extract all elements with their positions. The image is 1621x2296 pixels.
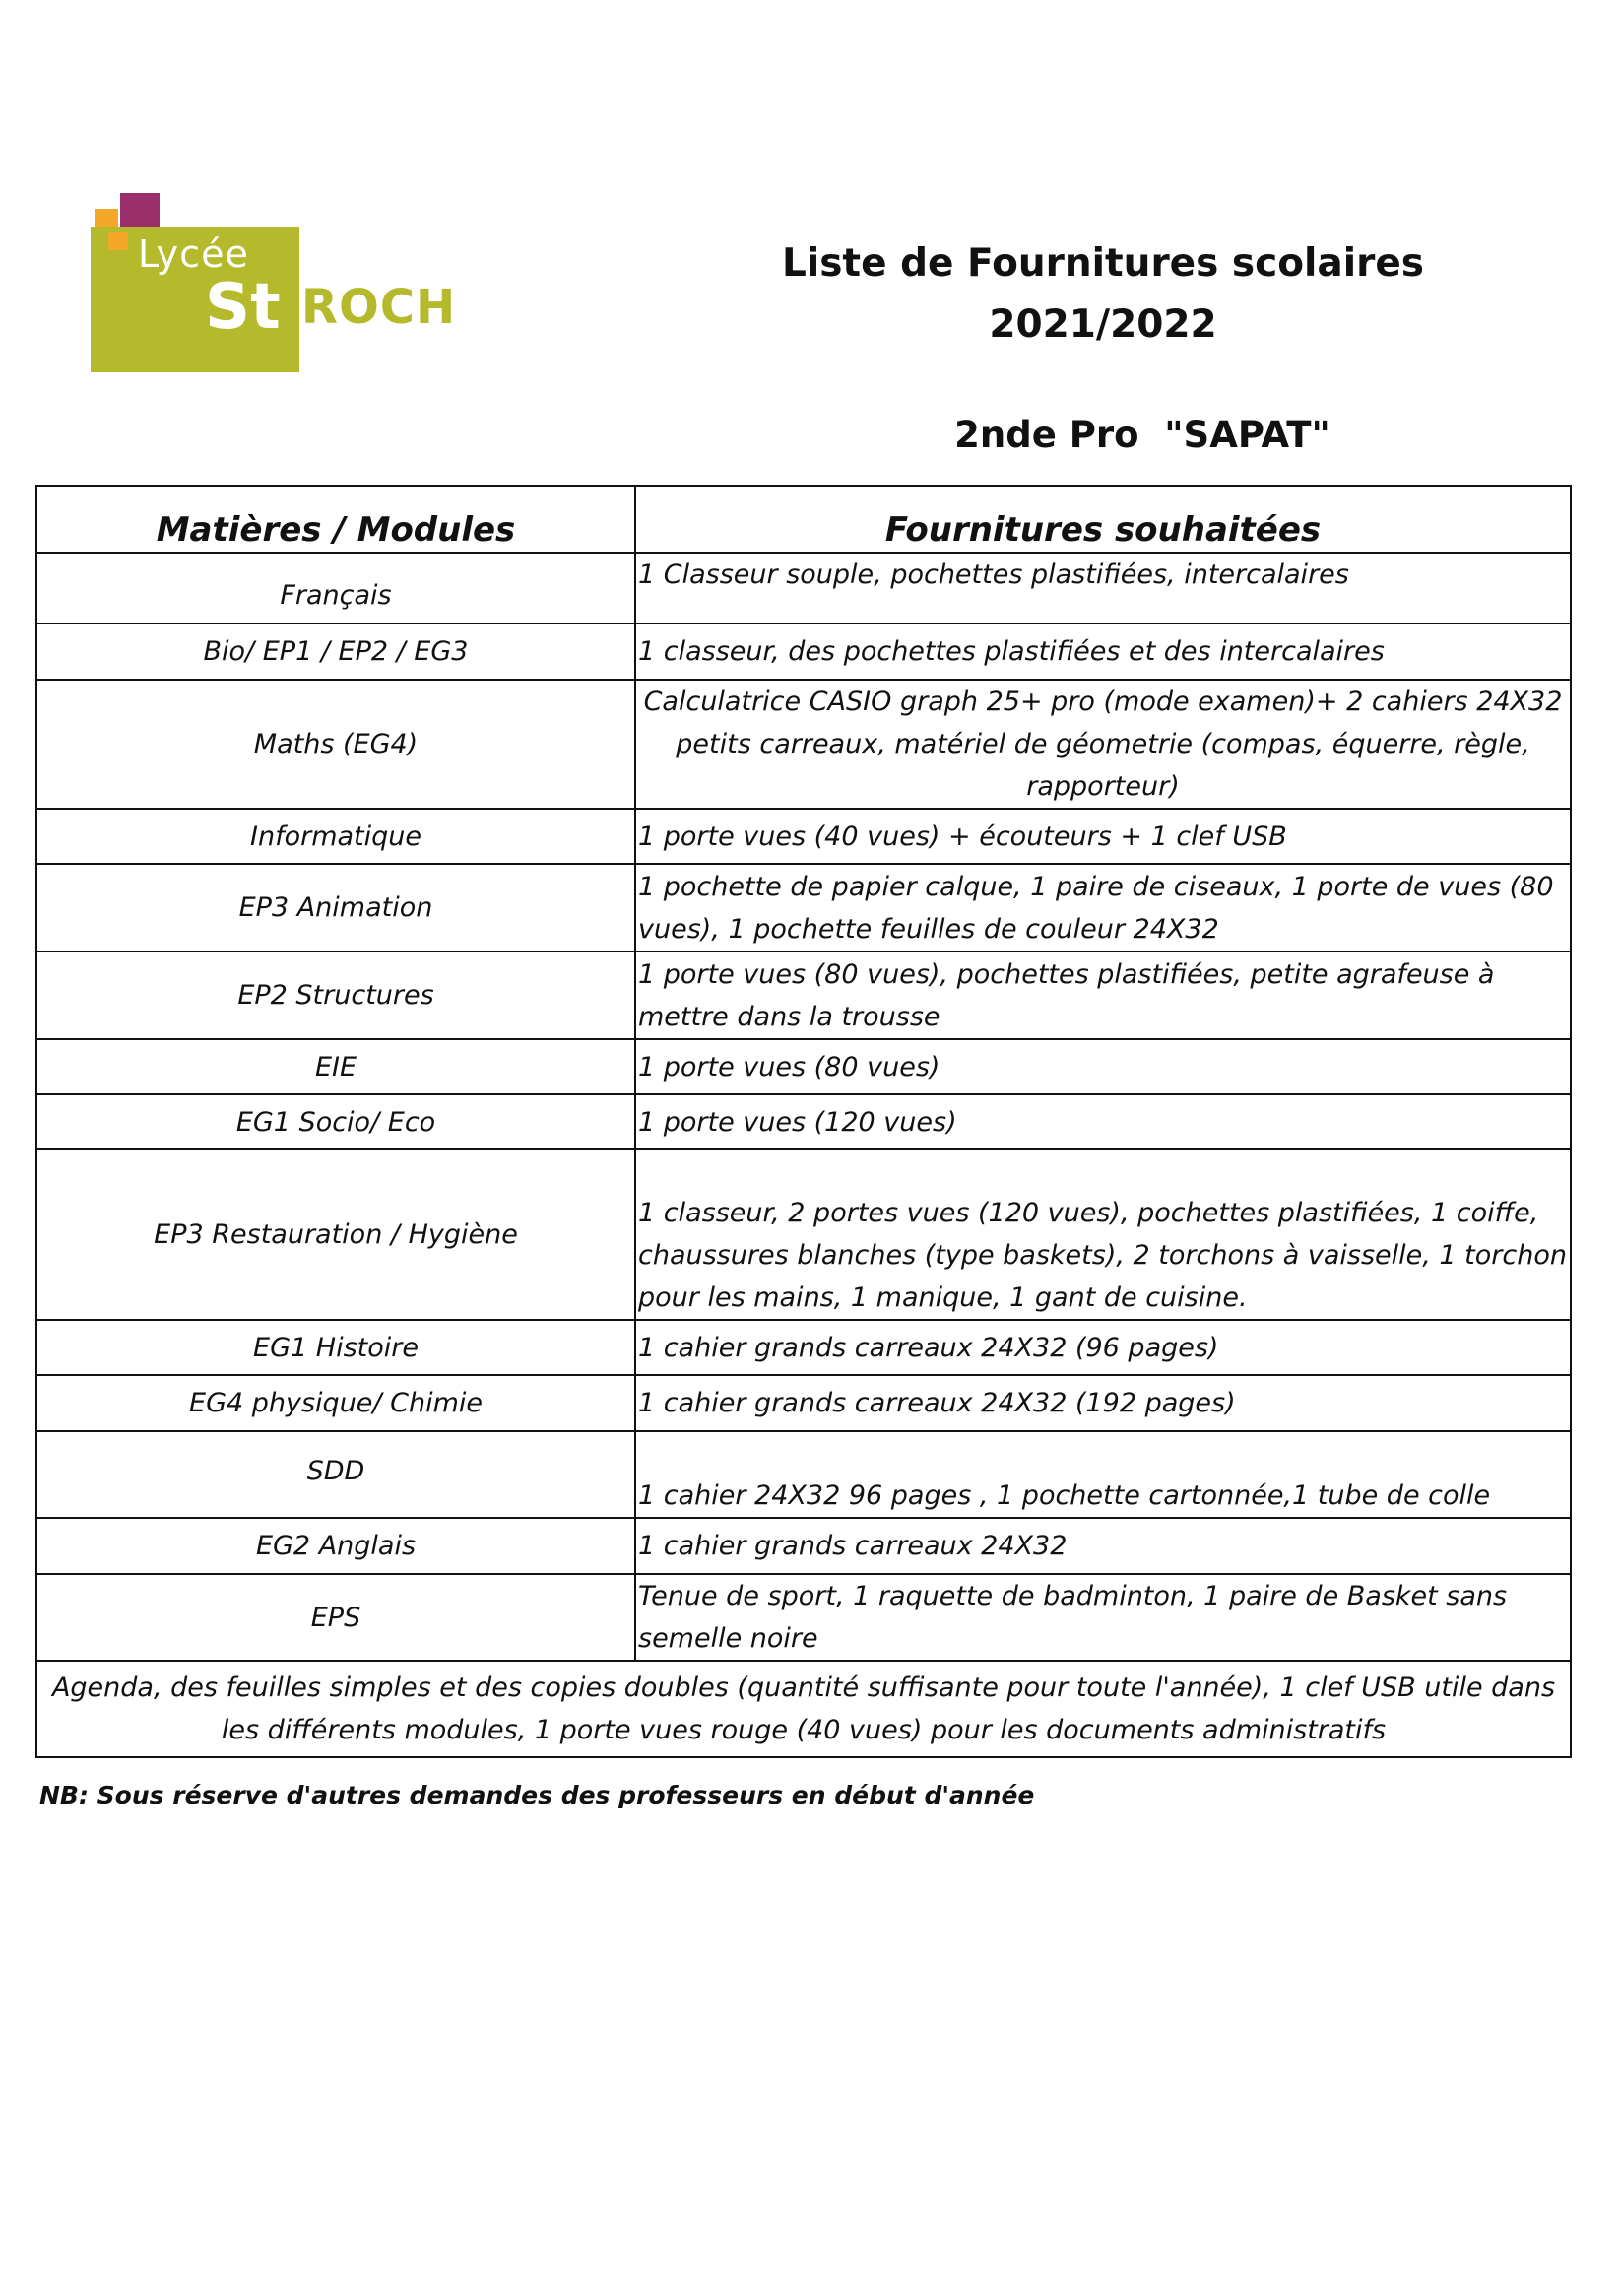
table-row [36,1375,1571,1431]
supplies-cell: Calculatrice CASIO graph 25+ pro (mode examen)+ 2 cahiers 24X32 petits carreaux, matériel de géometrie (compas, équerre, règle, rapporteur) [635,680,1571,809]
supplies-cell: 1 Classeur souple, pochettes plastifiées, intercalaires [635,553,1571,623]
logo-text-roch: ROCH [301,280,457,335]
subject-cell: EPS [36,1574,635,1661]
supplies-cell: 1 porte vues (40 vues) + écouteurs + 1 clef USB [635,809,1571,864]
page-title: Liste de Fournitures scolaires [782,241,1424,286]
table-row [36,1574,1571,1661]
school-logo [91,193,465,351]
supplies-cell: 1 cahier grands carreaux 24X32 (192 pages) [635,1375,1571,1431]
table-header-row [36,486,1571,553]
supplies-cell: 1 cahier grands carreaux 24X32 (96 pages) [635,1320,1571,1375]
class-name: 2nde Pro "SAPAT" [954,414,1330,456]
table-row [36,951,1571,1039]
supplies-cell: 1 porte vues (80 vues), pochettes plastifiées, petite agrafeuse à mettre dans la trousse [635,951,1571,1039]
column-header-supplies: Fournitures souhaitées [635,486,1571,553]
supplies-cell: 1 cahier grands carreaux 24X32 [635,1518,1571,1574]
table-row [36,680,1571,809]
supplies-cell: 1 cahier 24X32 96 pages , 1 pochette cartonnée,1 tube de colle [635,1431,1571,1518]
supplies-cell: 1 classeur, 2 portes vues (120 vues), pochettes plastifiées, 1 coiffe, chaussures blanches (type baskets), 2 torchons à vaisselle, 1 torchon pour les mains, 1 manique, 1 gant de cuisine. [635,1149,1571,1320]
subject-cell: EP3 Restauration / Hygiène [36,1149,635,1320]
subject-cell: Bio/ EP1 / EP2 / EG3 [36,623,635,680]
table-row [36,1149,1571,1320]
table-row [36,809,1571,864]
table-footer-row [36,1661,1571,1757]
subject-cell: EG1 Histoire [36,1320,635,1375]
subject-cell: EG2 Anglais [36,1518,635,1574]
table-row [36,864,1571,951]
supplies-cell: Tenue de sport, 1 raquette de badminton, 1 paire de Basket sans semelle noire [635,1574,1571,1661]
logo-text-st: St [205,271,281,344]
supplies-table [35,485,1572,1758]
subject-cell: EG4 physique/ Chimie [36,1375,635,1431]
logo-square-purple [120,193,160,227]
subject-cell: SDD [36,1431,635,1518]
supplies-cell: 1 porte vues (80 vues) [635,1039,1571,1094]
table-row [36,1431,1571,1518]
subject-cell: EP2 Structures [36,951,635,1039]
subject-cell: Informatique [36,809,635,864]
table-row [36,1039,1571,1094]
general-supplies: Agenda, des feuilles simples et des copies doubles (quantité suffisante pour toute l'année), 1 clef USB utile dans les différents modules, 1 porte vues rouge (40 vues) pour les documents administratifs [36,1661,1571,1757]
footnote: NB: Sous réserve d'autres demandes des professeurs en début d'année [39,1781,1035,1809]
logo-text-lycee: Lycée [138,232,249,276]
supplies-cell: 1 pochette de papier calque, 1 paire de ciseaux, 1 porte de vues (80 vues), 1 pochette feuilles de couleur 24X32 [635,864,1571,951]
supplies-cell: 1 porte vues (120 vues) [635,1094,1571,1149]
table-row [36,1094,1571,1149]
supplies-cell: 1 classeur, des pochettes plastifiées et des intercalaires [635,623,1571,680]
column-header-subject: Matières / Modules [36,486,635,553]
subject-cell: Français [36,553,635,623]
table-row [36,623,1571,680]
school-year: 2021/2022 [989,302,1217,347]
table-row [36,1320,1571,1375]
table-row [36,553,1571,623]
subject-cell: EP3 Animation [36,864,635,951]
subject-cell: EIE [36,1039,635,1094]
subject-cell: Maths (EG4) [36,680,635,809]
subject-cell: EG1 Socio/ Eco [36,1094,635,1149]
logo-square-orange-small [108,232,128,250]
table-row [36,1518,1571,1574]
